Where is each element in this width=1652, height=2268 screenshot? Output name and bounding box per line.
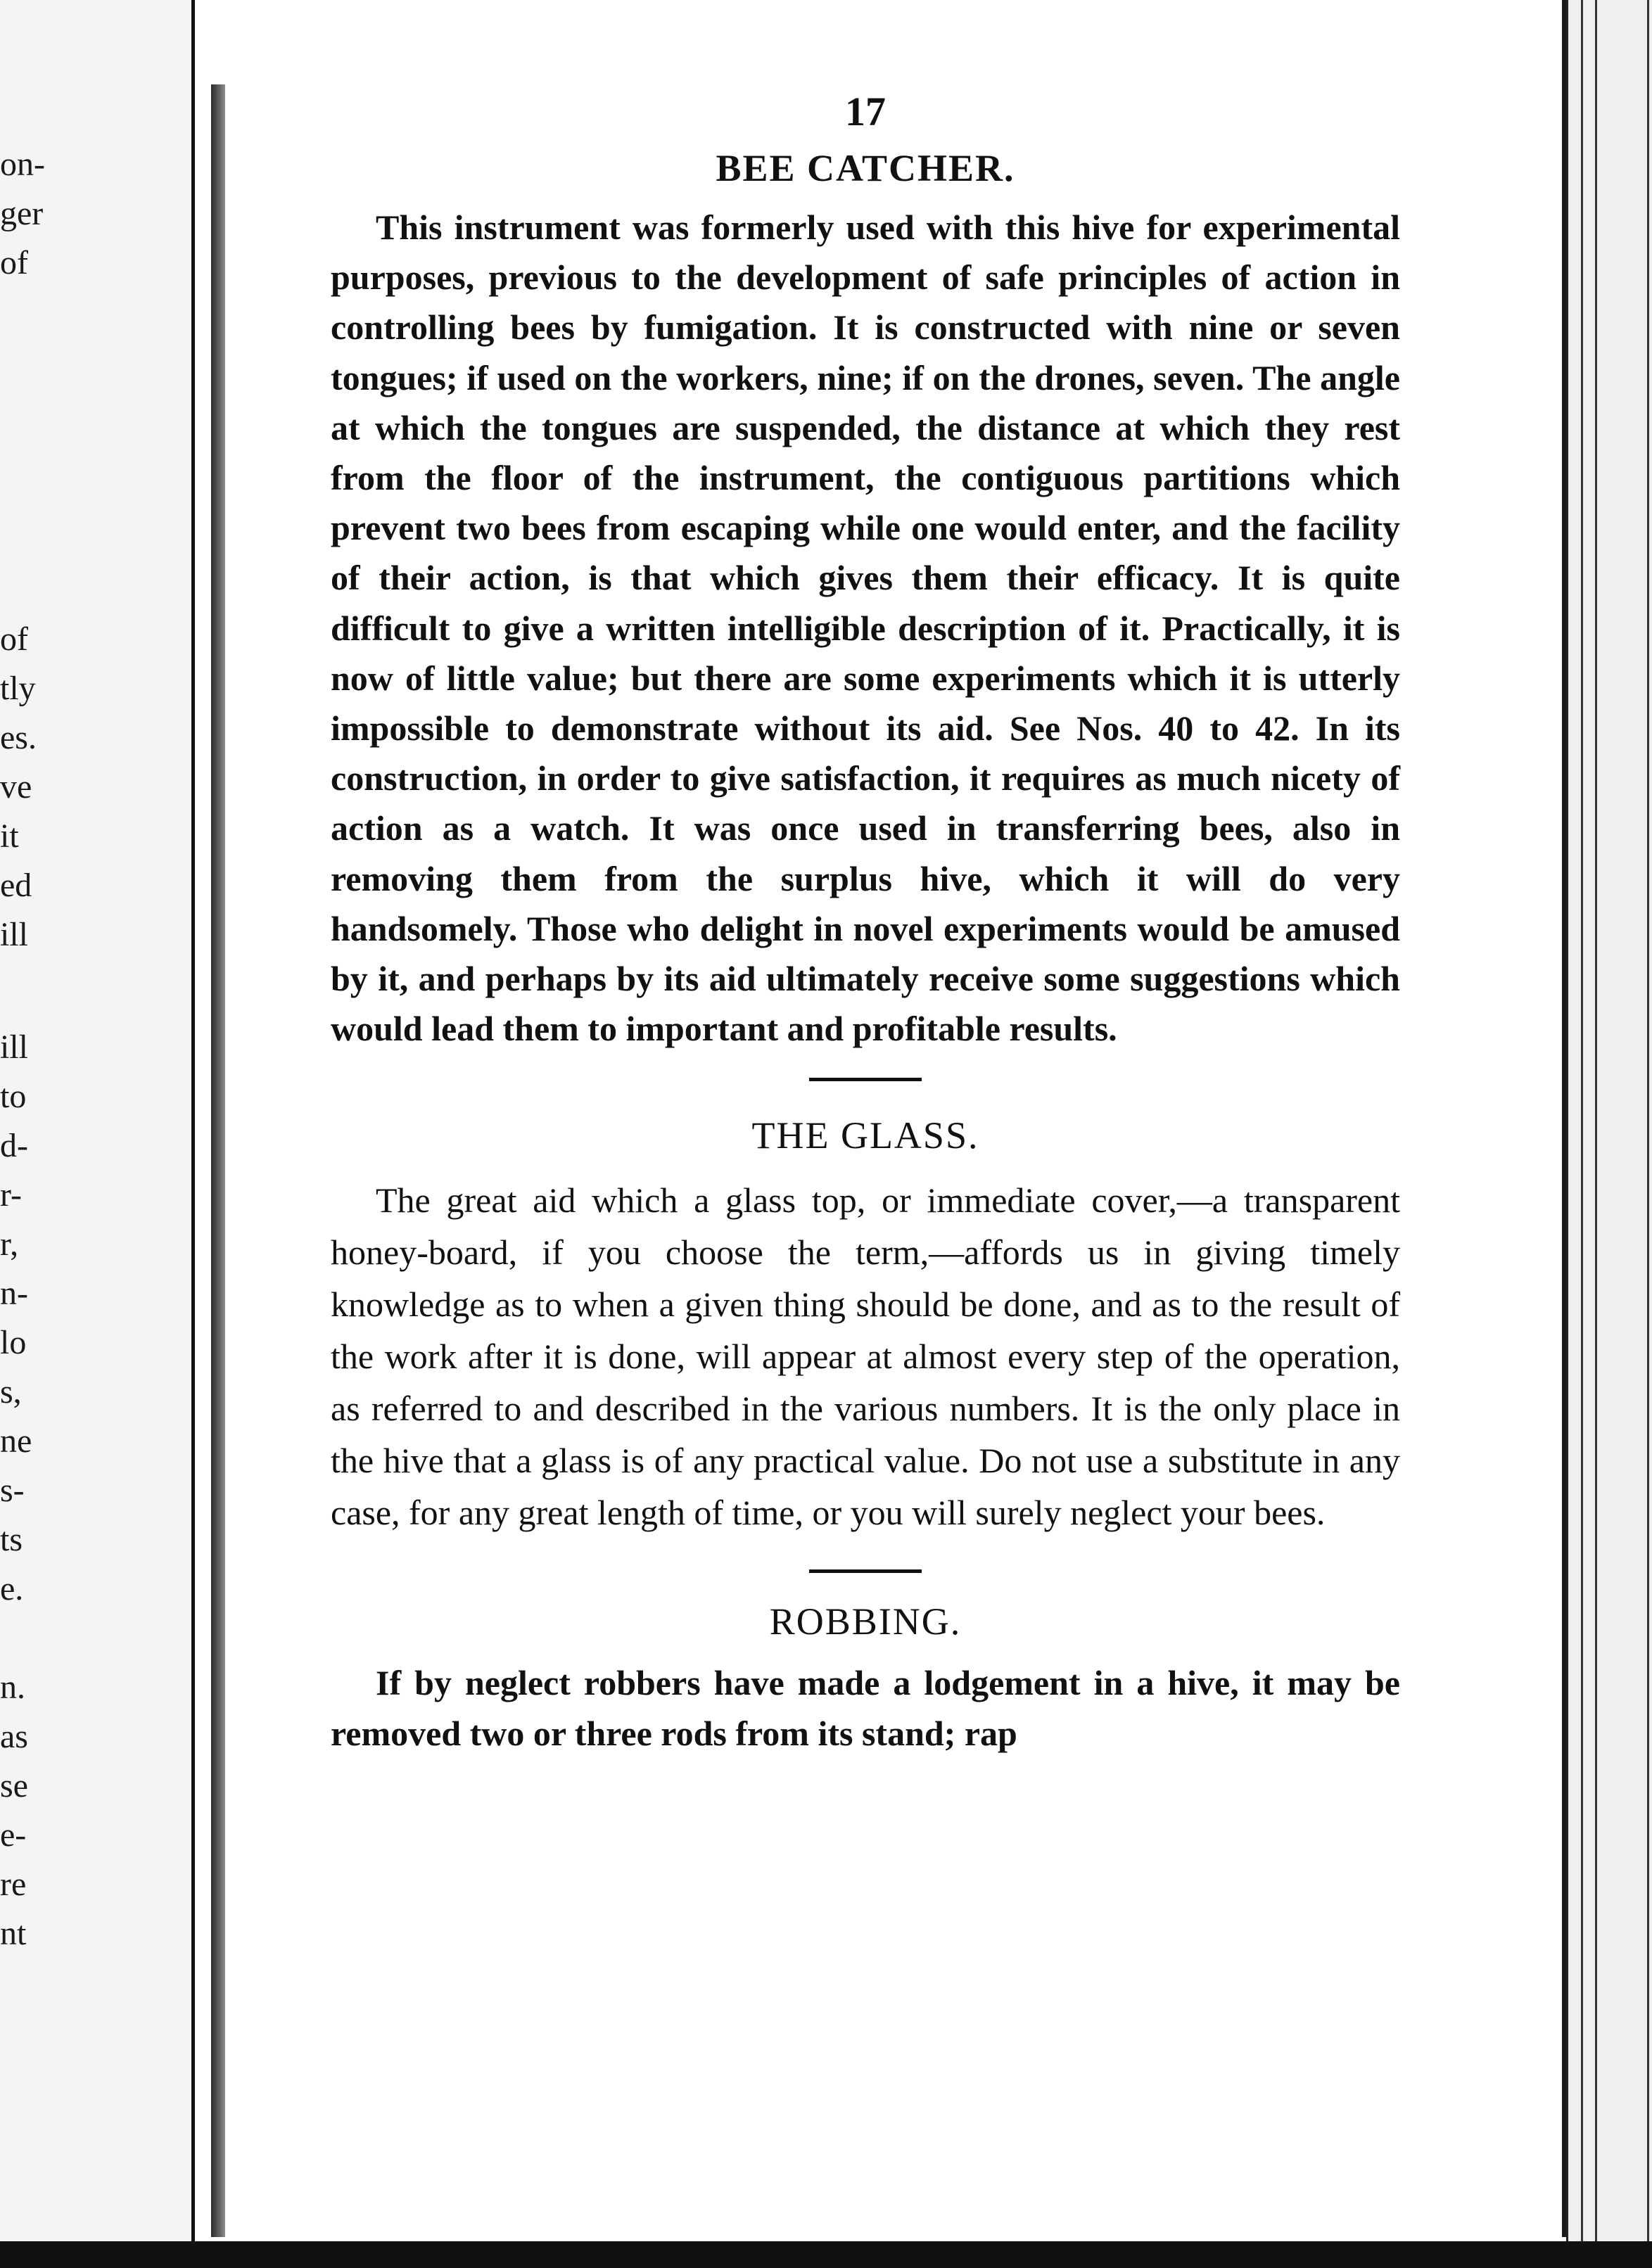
- facing-page-fragment: r-: [0, 1176, 23, 1213]
- facing-page-fragment: lo: [0, 1324, 27, 1361]
- section-heading: THE GLASS.: [751, 1114, 979, 1157]
- page-edge-stack: [1566, 0, 1652, 2268]
- section-divider: [809, 1078, 922, 1081]
- facing-page-fragment: e.: [0, 1570, 24, 1607]
- facing-page-fragment: ger: [0, 195, 44, 232]
- facing-page-fragment: ed: [0, 867, 32, 904]
- facing-page-fragment: n-: [0, 1275, 28, 1312]
- facing-page-fragment: se: [0, 1767, 28, 1804]
- page-edge-line: [1647, 0, 1649, 2268]
- facing-page-fragment: of: [0, 244, 28, 281]
- scan-bottom-border: [0, 2241, 1652, 2268]
- facing-page-fragment: ill: [0, 1028, 29, 1066]
- facing-page-fragment: it: [0, 817, 19, 855]
- facing-page-fragment: to: [0, 1078, 27, 1115]
- facing-page-fragment: s-: [0, 1472, 25, 1509]
- facing-page-fragment: es.: [0, 719, 37, 756]
- facing-page-fragment: s,: [0, 1373, 22, 1410]
- facing-page-fragment: ill: [0, 916, 29, 953]
- facing-page-fragment: ne: [0, 1422, 32, 1460]
- section-the-glass: [331, 1114, 1400, 1538]
- facing-page-fragment: re: [0, 1866, 27, 1903]
- page-edge-line: [1581, 0, 1583, 2268]
- facing-page-fragment: ve: [0, 768, 32, 805]
- facing-page-fragment: nt: [0, 1915, 27, 1952]
- facing-page-fragment: d-: [0, 1127, 28, 1164]
- facing-page-fragment: ts: [0, 1521, 23, 1558]
- section-heading: ROBBING.: [769, 1600, 962, 1643]
- facing-page-fragment: e-: [0, 1816, 27, 1854]
- facing-page-fragment: as: [0, 1718, 28, 1755]
- facing-page-fragment: of: [0, 620, 28, 658]
- section-body: This instrument was formerly used with this hive for experimental purposes, previous to the development of safe principles of action in controlling bees by fumigation. It is constructed with nine or seven tongues; if used on the workers, nine; if on the drones, seven. The angle at which the tongues are suspended, the distance at which they rest from the floor of the instrument, the contiguous partitions which prevent two bees from escaping while one would enter, and the facility of their action, is that which gives them their efficacy. It is quite difficult to give a written intelligible description of it. Practically, it is now of little value; but there are some experiments which it is utterly impossible to demonstrate without its aid. See Nos. 40 to 42. In its construction, in order to give satisfaction, it requires as much nicety of action as a watch. It was once used in transferring bees, also in removing them from the surplus hive, which it will do very handsomely. Those who delight in novel experiments would be amused by it, and perhaps by its aid ultimately receive some suggestions which would lead them to important and profitable results.: [331, 208, 1400, 1049]
- facing-page-fragment: on-: [0, 146, 45, 183]
- section-body: The great aid which a glass top, or immediate cover,—a transparent honey-board, if you choose the term,—affords us in giving timely knowledge as to when a given thing should be done, and as to the result of the work after it is done, will appear at almost every step of the operation, as referred to and described in the various numbers. It is the only place in the hive that a glass is of any practical value. Do not use a substitute in any case, for any great length of time, or you will surely neglect your bees.: [331, 1180, 1400, 1533]
- facing-page-fragment: r,: [0, 1225, 19, 1263]
- section-divider: [809, 1569, 922, 1573]
- section-body: If by neglect robbers have made a lodgement in a hive, it may be removed two or three rods from its stand; rap: [331, 1663, 1400, 1754]
- page-number: 17: [845, 89, 886, 134]
- section-heading: BEE CATCHER.: [716, 147, 1015, 189]
- section-bee-catcher: [331, 146, 1400, 1054]
- facing-page-margin: [0, 0, 211, 2268]
- facing-page-fragment: n.: [0, 1669, 25, 1706]
- page-edge-line: [1595, 0, 1597, 2268]
- facing-page-fragment: tly: [0, 670, 36, 707]
- page-content: [331, 91, 1400, 1759]
- section-robbing: [331, 1600, 1400, 1759]
